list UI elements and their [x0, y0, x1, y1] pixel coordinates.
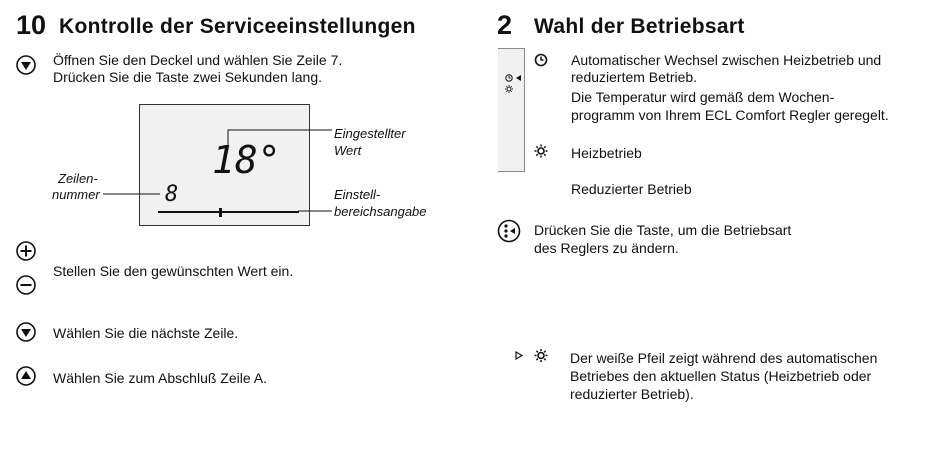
auto-mode-line-2: reduziertem Betrieb.: [571, 69, 698, 85]
step-next-line: Wählen Sie die nächste Zeile.: [53, 325, 239, 341]
mode-strip-symbols: [502, 72, 524, 112]
label-range-2: bereichsangabe: [334, 204, 427, 219]
reduced-mode-label: Reduzierter Betrieb: [571, 181, 692, 197]
auto-mode-line-1: Automatischer Wechsel zwischen Heizbetrieb und: [571, 52, 882, 68]
white-arrow-line-2: Betriebes den aktuellen Status (Heizbetrieb oder: [570, 368, 872, 384]
mode-button-icon: [497, 219, 521, 243]
up-arrow-circle-icon: [16, 366, 36, 386]
white-arrow-line-1: Der weiße Pfeil zeigt während des automatischen: [570, 350, 878, 366]
press-button-line-2: des Reglers zu ändern.: [534, 240, 679, 256]
plus-circle-icon: [16, 241, 36, 261]
label-set-value-1: Eingestellter: [334, 126, 406, 141]
step-open-cover: Öffnen Sie den Deckel und wählen Sie Zeile 7.: [53, 52, 343, 68]
label-set-value-2: Wert: [334, 143, 362, 158]
display-range-marker: [219, 208, 222, 217]
heat-mode-label: Heizbetrieb: [571, 145, 642, 161]
section-number-right: 2: [497, 10, 513, 40]
display-set-value: 18°: [212, 138, 281, 182]
label-range-1: Einstell-: [334, 187, 381, 202]
pointer-symbols: [514, 348, 552, 384]
white-arrow-line-3: reduzierter Betrieb).: [570, 386, 694, 402]
display-line-number: 8: [165, 182, 179, 207]
step-end-line-a: Wählen Sie zum Abschluß Zeile A.: [53, 370, 267, 386]
auto-mode-line-3: Die Temperatur wird gemäß dem Wochen-: [571, 89, 835, 105]
clock-icon: [533, 52, 549, 68]
display-range-bar: [158, 211, 299, 213]
section-title-left: Kontrolle der Serviceeinstellungen: [59, 15, 416, 38]
down-arrow-circle-icon: [16, 55, 36, 75]
section-number-left: 10: [16, 10, 47, 40]
section-title-right: Wahl der Betriebsart: [534, 15, 745, 38]
sun-icon: [533, 143, 549, 159]
press-button-line-1: Drücken Sie die Taste, um die Betriebsart: [534, 222, 792, 238]
down-arrow-circle-icon: [16, 322, 36, 342]
label-line-number-2: nummer: [52, 187, 100, 202]
label-line-number-1: Zeilen-: [58, 171, 98, 186]
auto-mode-line-4: programm von Ihrem ECL Comfort Regler geregelt.: [571, 107, 889, 123]
step-press-two-seconds: Drücken Sie die Taste zwei Sekunden lang.: [53, 69, 323, 85]
moon-icon: [535, 179, 549, 195]
step-adjust-value: Stellen Sie den gewünschten Wert ein.: [53, 263, 294, 279]
minus-circle-icon: [16, 275, 36, 295]
